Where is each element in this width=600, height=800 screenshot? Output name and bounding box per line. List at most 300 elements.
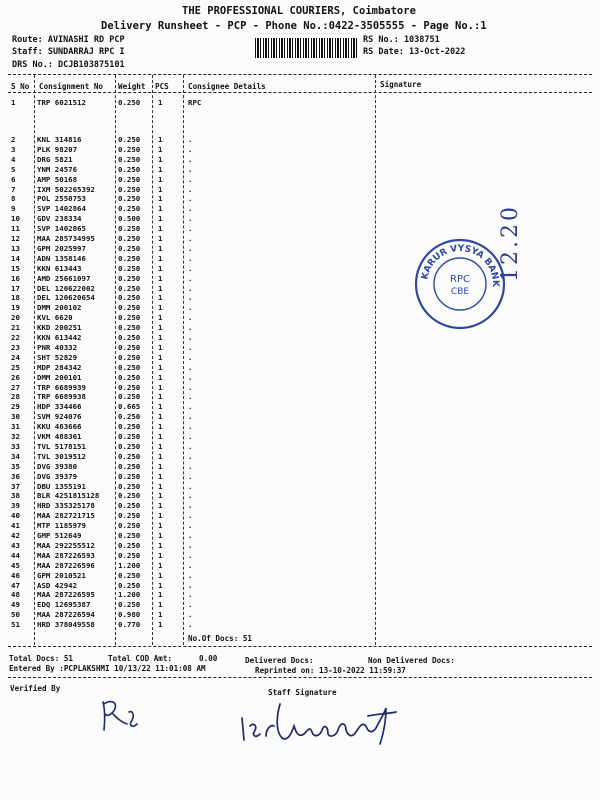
- col-sno-header: S No: [11, 82, 30, 91]
- row-details: .: [188, 610, 193, 620]
- table-row: [0, 165, 600, 175]
- row-weight: 0.250: [118, 333, 141, 342]
- row-pcs: 1: [158, 313, 163, 323]
- table-row: [0, 392, 600, 402]
- row-sno: 13: [11, 243, 20, 253]
- row-sno: 35: [11, 461, 20, 471]
- row-details: .: [188, 412, 193, 422]
- row-weight: 0.250: [118, 362, 141, 372]
- row-details: .: [188, 481, 193, 491]
- row-weight: 0.250: [118, 570, 141, 580]
- row-consignment: KKN 613443: [37, 263, 82, 273]
- table-row: [0, 293, 600, 303]
- barcode: [255, 38, 357, 58]
- row-details: .: [188, 471, 193, 481]
- row-pcs: 1: [158, 620, 163, 630]
- row-consignment: ADN 1358146: [37, 253, 86, 263]
- row-weight: 0.250: [118, 501, 141, 511]
- row-weight: 0.250: [118, 382, 141, 392]
- entered-by: Entered By :PCPLAKSHMI 10/13/22 11:01:08 AM: [9, 664, 206, 673]
- bank-stamp: [412, 236, 508, 332]
- row-sno: 20: [11, 313, 20, 323]
- row-weight: 0.250: [118, 342, 141, 352]
- row-weight: 0.250: [118, 184, 141, 194]
- row-pcs: 1: [158, 600, 163, 610]
- drs-number: DRS No.: DCJB103875101: [12, 60, 125, 70]
- table-row: [0, 442, 600, 452]
- table-row: [0, 175, 600, 185]
- table-row: [0, 521, 600, 531]
- row-sno: 14: [11, 253, 20, 263]
- row-weight: 0.250: [118, 491, 141, 501]
- row-weight: 0.250: [118, 194, 141, 204]
- row-consignment: HRD 378049558: [37, 620, 95, 630]
- table-row: [0, 313, 600, 323]
- row-weight: 0.250: [118, 372, 141, 382]
- table-top-rule: [8, 74, 592, 75]
- table-row: [0, 432, 600, 442]
- row-weight: 0.250: [118, 174, 141, 184]
- row-consignment: TVL 3019512: [37, 451, 86, 461]
- row-details: .: [188, 234, 193, 243]
- row-sno: 8: [11, 194, 16, 204]
- stamp-ring-text: KARUR VYSYA BANK: [420, 243, 501, 288]
- row-pcs: 1: [158, 451, 163, 461]
- row-weight: 0.250: [118, 471, 141, 481]
- row-details: .: [188, 283, 193, 293]
- row-consignment: DMM 200101: [37, 372, 82, 382]
- no-of-docs: No.Of Docs: 51: [188, 634, 253, 643]
- row-details: .: [188, 135, 193, 144]
- row-details: .: [188, 550, 193, 560]
- table-row: [0, 462, 600, 472]
- table-row: [0, 571, 600, 581]
- delivered-docs: Delivered Docs:: [245, 656, 314, 665]
- row-pcs: 1: [158, 135, 163, 144]
- table-row: [0, 303, 600, 313]
- row-details: .: [188, 560, 193, 570]
- row-pcs: 1: [158, 273, 163, 283]
- col-weight-header: Weight: [118, 82, 146, 91]
- row-weight: 0.250: [118, 323, 141, 333]
- row-pcs: 1: [158, 342, 163, 352]
- row-sno: 24: [11, 352, 20, 362]
- row-consignment: PLK 98207: [37, 144, 78, 154]
- row-consignment: MAA 287226595: [37, 590, 95, 600]
- table-row: [0, 284, 600, 294]
- total-cod-value: 0.00: [199, 654, 218, 663]
- table-row: [0, 373, 600, 383]
- row-details: .: [188, 323, 193, 333]
- row-pcs: 1: [158, 303, 163, 313]
- row-pcs: 1: [158, 540, 163, 550]
- row-consignment: TVL 5178151: [37, 441, 86, 451]
- row-consignment: VKM 488361: [37, 432, 82, 441]
- row-pcs: 1: [158, 283, 163, 293]
- row-details: .: [188, 432, 193, 441]
- table-row: [0, 610, 600, 620]
- row-weight: 0.980: [118, 610, 141, 620]
- row-details: .: [188, 580, 193, 590]
- row-weight: 0.250: [118, 243, 141, 253]
- row-sno: 27: [11, 382, 20, 392]
- row-sno: 23: [11, 342, 20, 352]
- row-consignment: HDP 334466: [37, 402, 82, 412]
- row-consignment: EDQ 12695387: [37, 600, 91, 610]
- table-row: [0, 452, 600, 462]
- table-row: [0, 363, 600, 373]
- row-pcs: 1: [158, 333, 163, 342]
- row-pcs: 1: [158, 352, 163, 362]
- row-pcs: 1: [158, 234, 163, 243]
- row-details: .: [188, 293, 193, 303]
- route-label: Route: AVINASHI RD PCP: [12, 35, 125, 45]
- staff-signature: [236, 696, 416, 752]
- row-sno: 39: [11, 501, 20, 511]
- row-sno: 15: [11, 263, 20, 273]
- non-delivered-docs: Non Delivered Docs:: [368, 656, 455, 665]
- row-consignment: GPM 2010521: [37, 570, 86, 580]
- row-weight: 0.500: [118, 214, 141, 224]
- row-sno: 19: [11, 303, 20, 313]
- row-sno: 51: [11, 620, 20, 630]
- row-sno: 26: [11, 372, 20, 382]
- table-bottom-rule: [8, 646, 592, 647]
- footer-rule: [8, 677, 592, 678]
- row-weight: 0.250: [118, 263, 141, 273]
- row-consignment: GDV 238334: [37, 214, 82, 224]
- table-row: [0, 472, 600, 482]
- table-row: [0, 422, 600, 432]
- row-weight: 0.770: [118, 620, 141, 630]
- table-row: [0, 323, 600, 333]
- row-sno: 45: [11, 560, 20, 570]
- row-pcs: 1: [158, 590, 163, 600]
- row-consignment: MAA 292255512: [37, 540, 95, 550]
- row-consignment: SVM 924076: [37, 412, 82, 422]
- col-consignment-header: Consignment No: [39, 82, 104, 91]
- row-weight: 1.200: [118, 590, 141, 600]
- table-row: [0, 145, 600, 155]
- row-consignment: SHT 52829: [37, 352, 78, 362]
- row-consignment: DEL 120622002: [37, 283, 95, 293]
- row-details: .: [188, 164, 193, 174]
- row-pcs: 1: [158, 194, 163, 204]
- row-pcs: 1: [158, 382, 163, 392]
- row-consignment: MDP 284342: [37, 362, 82, 372]
- row-sno: 5: [11, 164, 16, 174]
- row-sno: 47: [11, 580, 20, 590]
- row-details: .: [188, 204, 193, 214]
- row-weight: 0.250: [118, 432, 141, 441]
- row-consignment: KNL 314816: [37, 135, 82, 144]
- row-consignment: ASD 42942: [37, 580, 78, 590]
- row-consignment: DEL 120620654: [37, 293, 95, 303]
- row-pcs: 1: [158, 491, 163, 501]
- row-details: .: [188, 382, 193, 392]
- row-consignment: MAA 287226596: [37, 560, 95, 570]
- verifier-signature: [95, 696, 155, 736]
- row-pcs: 1: [158, 263, 163, 273]
- row-sno: 36: [11, 471, 20, 481]
- row-pcs: 1: [158, 144, 163, 154]
- row-details: .: [188, 362, 193, 372]
- row-sno: 41: [11, 521, 20, 531]
- table-row: [0, 383, 600, 393]
- row-sno: 44: [11, 550, 20, 560]
- row-sno: 3: [11, 144, 16, 154]
- row-consignment: HRD 335325178: [37, 501, 95, 511]
- table-row: [0, 343, 600, 353]
- row-sno: 12: [11, 234, 20, 243]
- row-pcs: 1: [158, 560, 163, 570]
- row-consignment: TRP 6689939: [37, 382, 86, 392]
- row-consignment: MAA 287226593: [37, 550, 95, 560]
- row-details: .: [188, 422, 193, 432]
- staff-signature-label: Staff Signature: [268, 688, 337, 697]
- table-row: [0, 412, 600, 422]
- col-pcs-header: PCS: [155, 82, 169, 91]
- table-row: [0, 98, 600, 108]
- rs-number: RS No.: 1038751: [363, 35, 440, 45]
- row-sno: 2: [11, 135, 16, 144]
- table-row: [0, 353, 600, 363]
- row-pcs: 1: [158, 154, 163, 164]
- row-pcs: 1: [158, 204, 163, 214]
- row-consignment: KKN 613442: [37, 333, 82, 342]
- row-consignment: GPM 2025997: [37, 243, 86, 253]
- row-sno: 22: [11, 333, 20, 342]
- row-pcs: 1: [158, 243, 163, 253]
- row-details: .: [188, 441, 193, 451]
- row-weight: 0.250: [118, 98, 141, 107]
- row-pcs: 1: [158, 164, 163, 174]
- row-consignment: KKD 200251: [37, 323, 82, 333]
- row-consignment: TRP 6021512: [37, 98, 86, 107]
- row-weight: 0.250: [118, 441, 141, 451]
- row-details: RPC: [188, 98, 202, 107]
- row-pcs: 1: [158, 184, 163, 194]
- row-details: .: [188, 333, 193, 342]
- row-details: .: [188, 303, 193, 313]
- row-consignment: DVG 39379: [37, 471, 78, 481]
- row-sno: 21: [11, 323, 20, 333]
- table-row: [0, 155, 600, 165]
- row-details: .: [188, 352, 193, 362]
- row-weight: 0.250: [118, 352, 141, 362]
- row-details: .: [188, 144, 193, 154]
- row-sno: 18: [11, 293, 20, 303]
- row-weight: 0.250: [118, 531, 141, 540]
- table-row: [0, 402, 600, 412]
- row-details: .: [188, 154, 193, 164]
- table-row: [0, 551, 600, 561]
- table-row: [0, 482, 600, 492]
- row-sno: 46: [11, 570, 20, 580]
- table-row: [0, 501, 600, 511]
- row-pcs: 1: [158, 570, 163, 580]
- staff-label: Staff: SUNDARRAJ RPC I: [12, 47, 125, 57]
- row-pcs: 1: [158, 432, 163, 441]
- row-sno: 34: [11, 451, 20, 461]
- row-pcs: 1: [158, 461, 163, 471]
- table-row: [0, 185, 600, 195]
- row-sno: 38: [11, 491, 20, 501]
- table-row: [0, 491, 600, 501]
- row-details: .: [188, 263, 193, 273]
- row-consignment: BLR 4251815128: [37, 491, 100, 501]
- row-sno: 6: [11, 174, 16, 184]
- row-consignment: TRP 6689938: [37, 392, 86, 402]
- row-weight: 0.250: [118, 392, 141, 402]
- row-sno: 16: [11, 273, 20, 283]
- row-sno: 9: [11, 204, 16, 214]
- row-sno: 43: [11, 540, 20, 550]
- row-sno: 1: [11, 98, 16, 107]
- handwritten-time: 12.20: [498, 204, 523, 282]
- row-details: .: [188, 501, 193, 511]
- row-details: .: [188, 531, 193, 540]
- row-details: .: [188, 194, 193, 204]
- row-sno: 28: [11, 392, 20, 402]
- row-weight: 0.250: [118, 224, 141, 234]
- row-sno: 42: [11, 531, 20, 540]
- table-row: [0, 194, 600, 204]
- row-sno: 31: [11, 422, 20, 432]
- row-pcs: 1: [158, 372, 163, 382]
- row-consignment: KKU 463666: [37, 422, 82, 432]
- table-row: [0, 620, 600, 630]
- row-details: .: [188, 184, 193, 194]
- table-row: [0, 541, 600, 551]
- table-row: [0, 600, 600, 610]
- row-sno: 30: [11, 412, 20, 422]
- row-weight: 0.250: [118, 273, 141, 283]
- row-details: .: [188, 342, 193, 352]
- row-consignment: DBU 1355191: [37, 481, 86, 491]
- row-sno: 25: [11, 362, 20, 372]
- company-name: THE PROFESSIONAL COURIERS, Coimbatore: [182, 5, 416, 17]
- row-pcs: 1: [158, 174, 163, 184]
- row-consignment: YNM 24576: [37, 164, 78, 174]
- row-pcs: 1: [158, 471, 163, 481]
- row-details: .: [188, 253, 193, 263]
- stamp-center-top: RPC: [450, 274, 470, 285]
- row-consignment: GMP 512649: [37, 531, 82, 540]
- table-row: [0, 561, 600, 571]
- row-details: .: [188, 451, 193, 461]
- rs-date: RS Date: 13-Oct-2022: [363, 47, 466, 57]
- row-weight: 0.250: [118, 481, 141, 491]
- row-pcs: 1: [158, 323, 163, 333]
- row-details: .: [188, 224, 193, 234]
- row-weight: 0.250: [118, 144, 141, 154]
- row-weight: 0.250: [118, 580, 141, 590]
- row-weight: 0.250: [118, 412, 141, 422]
- total-cod-label: Total COD Amt:: [108, 654, 173, 663]
- row-weight: 0.250: [118, 511, 141, 521]
- row-details: .: [188, 600, 193, 610]
- col-signature-header: Signature: [380, 80, 422, 89]
- row-weight: 0.250: [118, 135, 141, 144]
- verified-by: Verified By: [10, 684, 61, 693]
- row-weight: 0.250: [118, 283, 141, 293]
- row-consignment: MAA 282721715: [37, 511, 95, 521]
- row-weight: 0.250: [118, 451, 141, 461]
- row-pcs: 1: [158, 501, 163, 511]
- row-sno: 33: [11, 441, 20, 451]
- row-weight: 0.250: [118, 204, 141, 214]
- row-pcs: 1: [158, 253, 163, 263]
- row-consignment: DVG 39380: [37, 461, 78, 471]
- row-details: .: [188, 313, 193, 323]
- row-weight: 0.250: [118, 521, 141, 531]
- row-pcs: 1: [158, 224, 163, 234]
- row-consignment: IXM 502265392: [37, 184, 95, 194]
- row-sno: 32: [11, 432, 20, 441]
- row-pcs: 1: [158, 550, 163, 560]
- row-consignment: DMM 200102: [37, 303, 82, 313]
- row-pcs: 1: [158, 293, 163, 303]
- row-sno: 37: [11, 481, 20, 491]
- row-sno: 4: [11, 154, 16, 164]
- row-pcs: 1: [158, 531, 163, 540]
- row-sno: 50: [11, 610, 20, 620]
- table-row: [0, 581, 600, 591]
- row-weight: 0.250: [118, 540, 141, 550]
- row-sno: 49: [11, 600, 20, 610]
- row-details: .: [188, 243, 193, 253]
- row-sno: 40: [11, 511, 20, 521]
- row-consignment: AMD 25661097: [37, 273, 91, 283]
- row-details: .: [188, 620, 193, 630]
- row-details: .: [188, 273, 193, 283]
- row-pcs: 1: [158, 441, 163, 451]
- row-sno: 17: [11, 283, 20, 293]
- row-weight: 0.250: [118, 303, 141, 313]
- row-pcs: 1: [158, 402, 163, 412]
- row-pcs: 1: [158, 214, 163, 224]
- row-weight: 0.250: [118, 313, 141, 323]
- row-details: .: [188, 392, 193, 402]
- row-sno: 48: [11, 590, 20, 600]
- row-consignment: SVP 1402864: [37, 204, 86, 214]
- row-weight: 1.200: [118, 560, 141, 570]
- row-weight: 0.250: [118, 422, 141, 432]
- row-details: .: [188, 461, 193, 471]
- row-sno: 7: [11, 184, 16, 194]
- table-row: [0, 531, 600, 541]
- row-pcs: 1: [158, 481, 163, 491]
- row-consignment: SVP 1402865: [37, 224, 86, 234]
- row-pcs: 1: [158, 422, 163, 432]
- table-row: [0, 333, 600, 343]
- row-consignment: MTP 1185979: [37, 521, 86, 531]
- row-details: .: [188, 372, 193, 382]
- row-pcs: 1: [158, 580, 163, 590]
- total-docs: Total Docs: 51: [9, 654, 74, 663]
- reprinted-on: Reprinted on: 13-10-2022 11:59:37: [255, 666, 406, 675]
- row-details: .: [188, 214, 193, 224]
- table-row: [0, 135, 600, 145]
- row-weight: 0.250: [118, 293, 141, 303]
- table-header-rule: [8, 92, 592, 93]
- table-row: [0, 511, 600, 521]
- row-details: .: [188, 590, 193, 600]
- row-details: .: [188, 521, 193, 531]
- row-weight: 0.250: [118, 154, 141, 164]
- row-pcs: 1: [158, 362, 163, 372]
